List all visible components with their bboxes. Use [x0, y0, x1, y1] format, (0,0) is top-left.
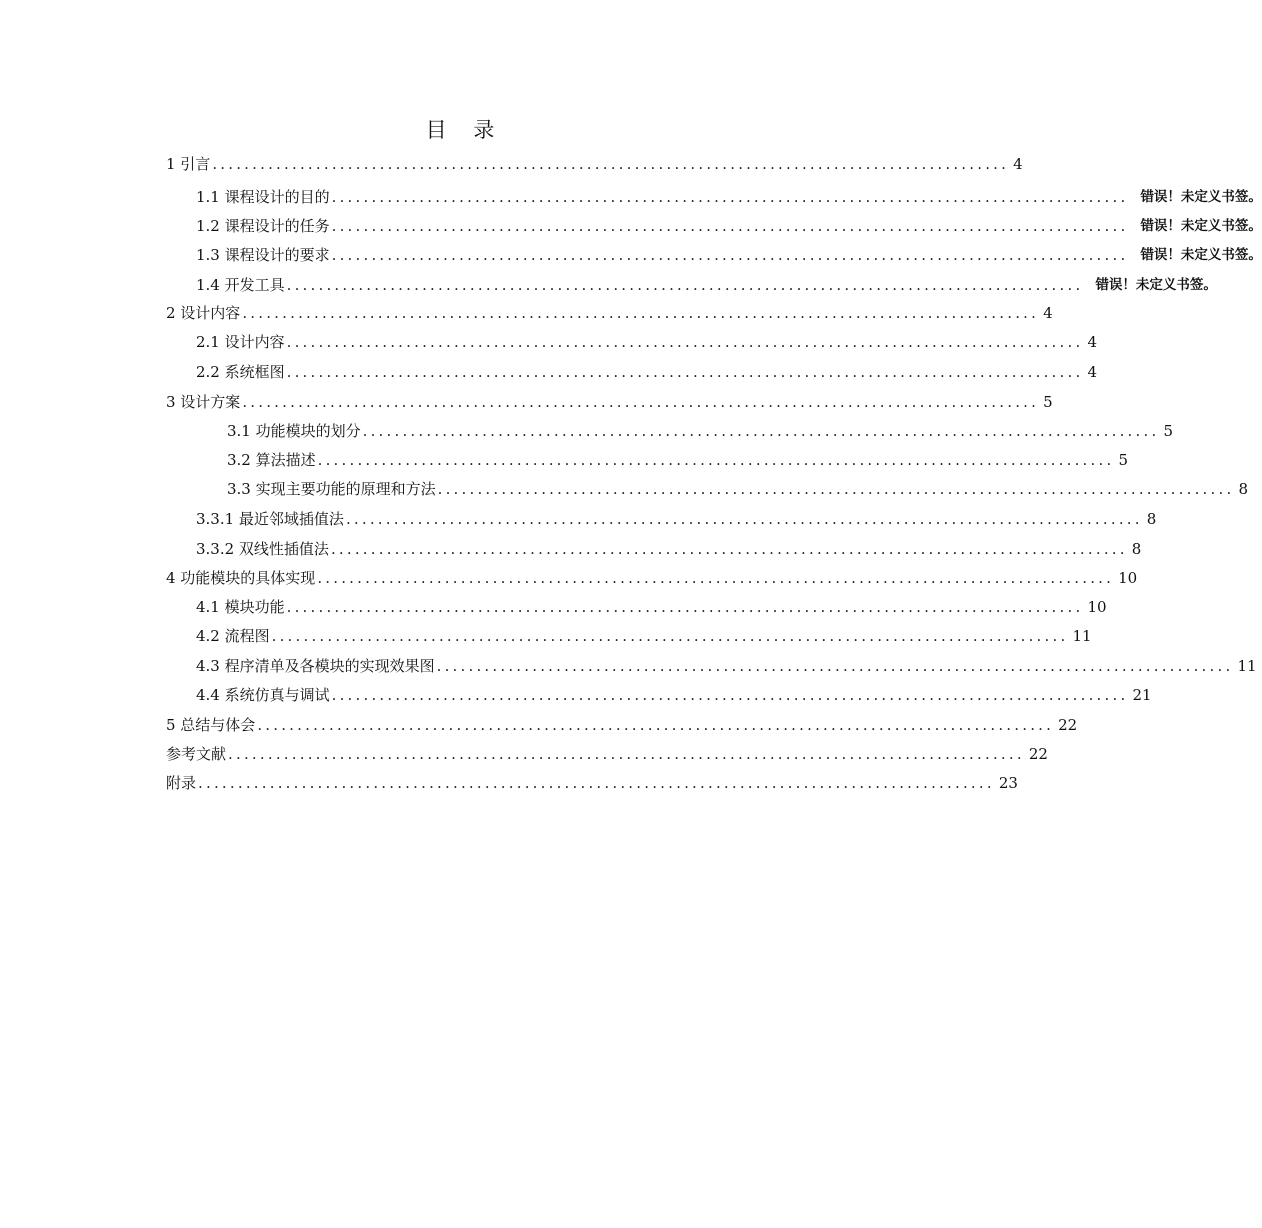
- toc-entry-1-2[interactable]: [196, 214, 1262, 238]
- toc-title: 目 录: [425, 118, 505, 142]
- toc-entry-label: 4.4 系统仿真与调试: [196, 686, 330, 704]
- toc-entry-4-1[interactable]: [196, 595, 1107, 619]
- toc-entry-3[interactable]: [166, 390, 1053, 414]
- toc-entry-page: 23: [998, 774, 1018, 792]
- dot-leader: ....................................................................................................: [437, 480, 1235, 498]
- dot-leader: ....................................................................................................: [331, 188, 1129, 206]
- toc-entry-label: 4.1 模块功能: [196, 598, 285, 616]
- toc-entry-page: 10: [1118, 569, 1138, 587]
- toc-entry-page: 8: [1131, 540, 1142, 558]
- dot-leader: ....................................................................................................: [242, 304, 1040, 322]
- toc-entry-page-error: 错误！未定义书签。: [1140, 247, 1262, 263]
- toc-entry-page: 5: [1118, 451, 1128, 469]
- toc-entry-3-3-2[interactable]: [196, 537, 1142, 561]
- toc-entry-label: 1.1 课程设计的目的: [196, 188, 330, 206]
- dot-leader: ....................................................................................................: [317, 451, 1115, 469]
- toc-entry-page: 21: [1132, 686, 1152, 704]
- toc-entry-page: 4: [1087, 333, 1097, 351]
- toc-entry-label: 3.2 算法描述: [227, 451, 316, 469]
- toc-entry-1-introduction[interactable]: [166, 152, 1023, 176]
- dot-leader: ....................................................................................................: [257, 716, 1055, 734]
- toc-entry-page: 8: [1238, 480, 1248, 498]
- toc-entry-label: 3.3.1 最近邻域插值法: [196, 510, 344, 528]
- toc-entry-1-3[interactable]: [196, 243, 1262, 267]
- dot-leader: ....................................................................................................: [286, 333, 1084, 351]
- toc-entry-3-3-1[interactable]: [196, 507, 1157, 531]
- toc-entry-label: 3 设计方案: [166, 393, 241, 411]
- toc-entry-page: 5: [1163, 422, 1173, 440]
- dot-leader: ....................................................................................................: [271, 627, 1069, 645]
- toc-entry-page: 11: [1072, 627, 1092, 645]
- toc-entry-page: 11: [1237, 657, 1257, 675]
- toc-entry-references[interactable]: [166, 742, 1048, 766]
- toc-entry-label: 1.2 课程设计的任务: [196, 217, 330, 235]
- toc-entry-label: 1.4 开发工具: [196, 276, 285, 294]
- dot-leader: ....................................................................................................: [286, 598, 1084, 616]
- toc-entry-4-4[interactable]: [196, 683, 1152, 707]
- toc-entry-page: 8: [1146, 510, 1157, 528]
- toc-entry-label: 4 功能模块的具体实现: [166, 569, 316, 587]
- toc-entry-page: 10: [1087, 598, 1107, 616]
- dot-leader: ....................................................................................................: [212, 155, 1010, 173]
- toc-entry-1-4[interactable]: [196, 273, 1217, 297]
- toc-entry-label: 5 总结与体会: [166, 716, 256, 734]
- toc-entry-appendix[interactable]: [166, 771, 1018, 795]
- dot-leader: ....................................................................................................: [330, 540, 1128, 558]
- toc-entry-page-error: 错误！未定义书签。: [1140, 189, 1262, 205]
- dot-leader: ....................................................................................................: [331, 246, 1129, 264]
- toc-entry-4-3[interactable]: [196, 654, 1257, 678]
- toc-entry-2-2[interactable]: [196, 360, 1097, 384]
- toc-entry-page: 22: [1028, 745, 1048, 763]
- toc-entry-label: 2 设计内容: [166, 304, 241, 322]
- dot-leader: ....................................................................................................: [331, 686, 1129, 704]
- toc-entry-page-error: 错误！未定义书签。: [1140, 218, 1262, 234]
- toc-entry-label: 2.2 系统框图: [196, 363, 285, 381]
- toc-entry-label: 4.2 流程图: [196, 627, 270, 645]
- toc-entry-label: 附录: [166, 774, 197, 792]
- toc-entry-page: 22: [1058, 716, 1078, 734]
- dot-leader: ....................................................................................................: [436, 657, 1234, 675]
- toc-entry-page: 4: [1013, 155, 1023, 173]
- toc-entry-3-1[interactable]: [227, 419, 1173, 443]
- toc-entry-2[interactable]: [166, 301, 1053, 325]
- toc-entry-label: 3.3 实现主要功能的原理和方法: [227, 480, 436, 498]
- dot-leader: ....................................................................................................: [362, 422, 1160, 440]
- dot-leader: ....................................................................................................: [345, 510, 1143, 528]
- dot-leader: ....................................................................................................: [317, 569, 1115, 587]
- dot-leader: ....................................................................................................: [331, 217, 1129, 235]
- toc-entry-3-2[interactable]: [227, 448, 1128, 472]
- toc-entry-4-2[interactable]: [196, 624, 1092, 648]
- toc-entry-page: 5: [1043, 393, 1053, 411]
- dot-leader: ....................................................................................................: [242, 393, 1040, 411]
- toc-entry-label: 3.3.2 双线性插值法: [196, 540, 329, 558]
- toc-entry-5[interactable]: [166, 713, 1078, 737]
- dot-leader: ....................................................................................................: [286, 363, 1084, 381]
- toc-entry-page: 4: [1087, 363, 1097, 381]
- toc-entry-1-1[interactable]: [196, 185, 1262, 209]
- toc-entry-label: 4.3 程序清单及各模块的实现效果图: [196, 657, 435, 675]
- toc-entry-label: 参考文献: [166, 745, 227, 763]
- toc-entry-page-error: 错误！未定义书签。: [1095, 277, 1217, 293]
- dot-leader: ....................................................................................................: [228, 745, 1025, 763]
- dot-leader: ....................................................................................................: [198, 774, 995, 792]
- toc-entry-label: 3.1 功能模块的划分: [227, 422, 361, 440]
- toc-entry-label: 2.1 设计内容: [196, 333, 285, 351]
- toc-entry-label: 1 引言: [166, 155, 211, 173]
- toc-entry-label: 1.3 课程设计的要求: [196, 246, 330, 264]
- toc-entry-3-3[interactable]: [227, 477, 1248, 501]
- toc-entry-page: 4: [1043, 304, 1053, 322]
- toc-entry-4[interactable]: [166, 566, 1138, 590]
- toc-entry-2-1[interactable]: [196, 330, 1097, 354]
- dot-leader: ....................................................................................................: [286, 276, 1084, 294]
